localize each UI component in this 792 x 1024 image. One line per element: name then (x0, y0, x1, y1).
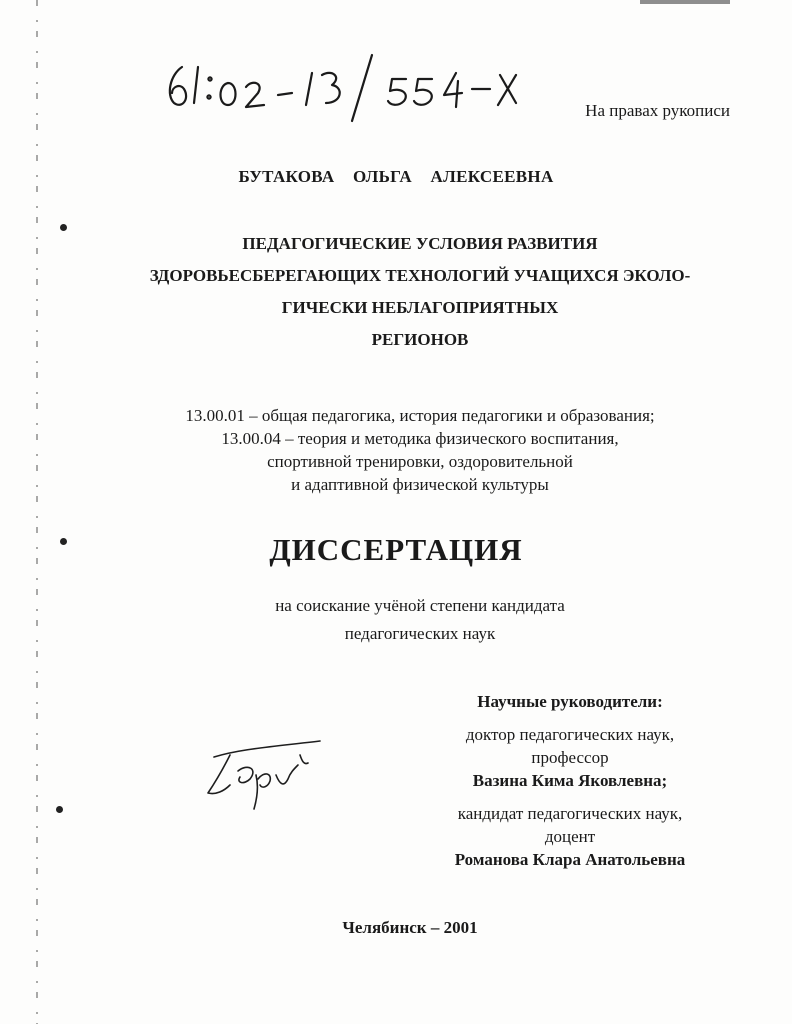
handwritten-archive-code (160, 45, 560, 125)
rights-note: На правах рукописи (585, 101, 730, 120)
specialty-line: 13.00.01 – общая педагогика, история педагогики и образования; (185, 406, 655, 425)
advisor-position: профессор (531, 748, 609, 767)
author-name: БУТАКОВА ОЛЬГА АЛЕКСЕЕВНА (238, 167, 554, 186)
specialty-codes (100, 404, 740, 496)
advisor-name: Романова Клара Анатольевна (454, 850, 686, 869)
specialty-line: спортивной тренировки, оздоровительной (267, 452, 573, 471)
advisor-rank: кандидат педагогических наук, (457, 804, 683, 823)
punch-hole-dot (56, 806, 63, 813)
city-year: Челябинск – 2001 (342, 918, 478, 937)
scientific-advisors (420, 690, 720, 871)
scan-edge-artifact (36, 0, 39, 1024)
degree-line: педагогических наук (344, 624, 496, 643)
document-type-heading: ДИССЕРТАЦИЯ (269, 532, 523, 567)
title-line: РЕГИОНОВ (371, 330, 469, 349)
scan-artifact (640, 0, 730, 4)
degree-line: на соискание учёной степени кандидата (275, 596, 565, 615)
specialty-line: 13.00.04 – теория и методика физического воспитания, (221, 429, 619, 448)
punch-hole-dot (60, 224, 67, 231)
dissertation-title (90, 228, 750, 356)
degree-description (120, 592, 720, 648)
advisor-name: Вазина Кима Яковлевна; (472, 771, 668, 790)
advisor-position: доцент (544, 827, 596, 846)
title-line: ПЕДАГОГИЧЕСКИЕ УСЛОВИЯ РАЗВИТИЯ (242, 234, 598, 253)
title-line: ГИЧЕСКИ НЕБЛАГОПРИЯТНЫХ (281, 298, 559, 317)
advisors-heading: Научные руководители: (477, 692, 663, 711)
handwritten-signature (200, 735, 330, 815)
title-line: ЗДОРОВЬЕСБЕРЕГАЮЩИХ ТЕХНОЛОГИЙ УЧАЩИХСЯ ЭКОЛО- (149, 266, 691, 285)
advisor-rank: доктор педагогических наук, (465, 725, 675, 744)
specialty-line: и адаптивной физической культуры (291, 475, 549, 494)
